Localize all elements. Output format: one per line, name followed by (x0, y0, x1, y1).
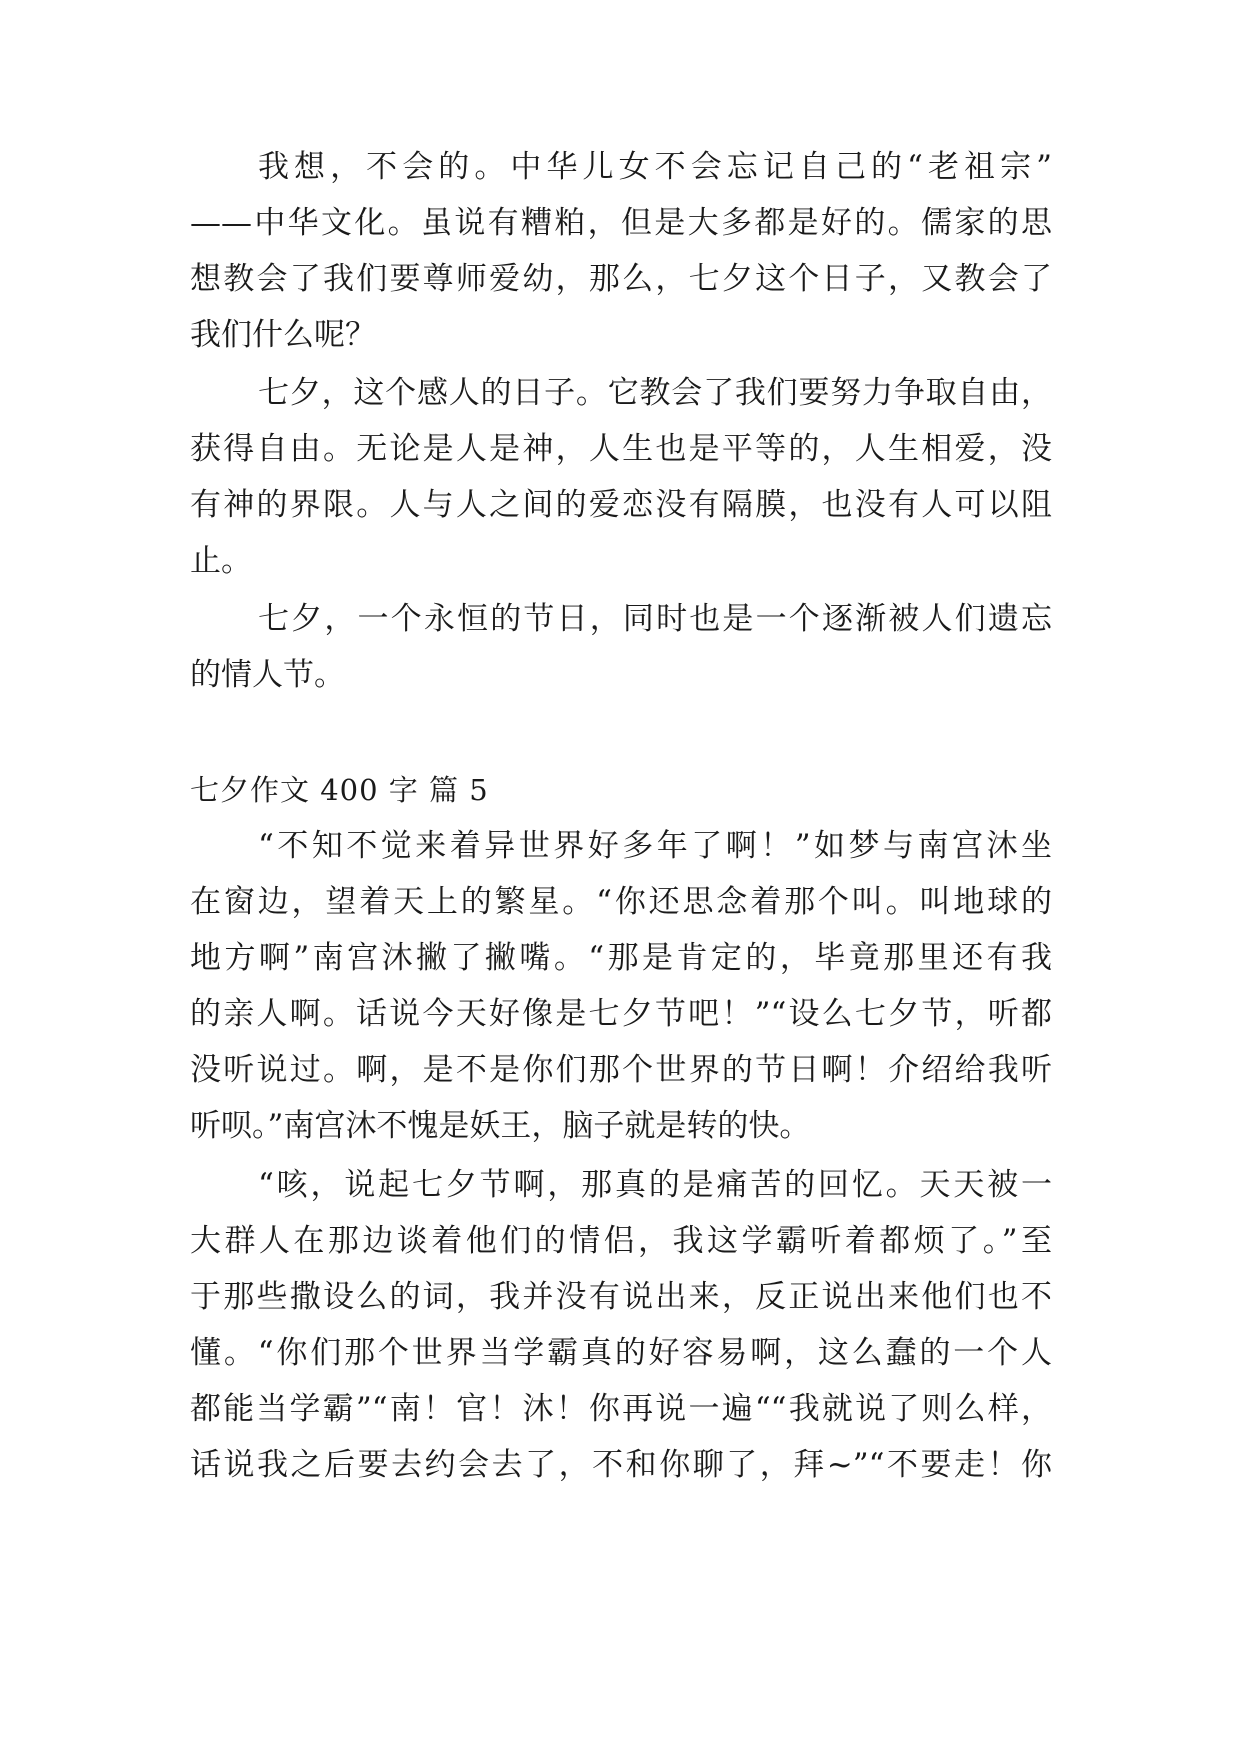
paragraph-2-line-2: 获得自由。无论是人是神，人生也是平等的，人生相爱，没 (190, 431, 1052, 467)
paragraph-4-line-5: 没听说过。啊，是不是你们那个世界的节日啊！介绍给我听 (190, 1052, 1052, 1088)
paragraph-4-line-3: 地方啊”南宫沐撇了撇嘴。“那是肯定的，毕竟那里还有我 (190, 940, 1052, 976)
paragraph-1-line-4: 我们什么呢？ (190, 317, 376, 353)
paragraph-1-line-3: 想教会了我们要尊师爱幼，那么，七夕这个日子，又教会了 (190, 261, 1052, 297)
section-heading: 七夕作文 400 字 篇 5 (190, 773, 489, 807)
paragraph-3-line-2: 的情人节。 (190, 657, 345, 693)
paragraph-5-line-2: 大群人在那边谈着他们的情侣，我这学霸听着都烦了。”至 (190, 1223, 1052, 1259)
paragraph-1-line-2: ——中华文化。虽说有糟粕，但是大多都是好的。儒家的思 (190, 205, 1052, 241)
paragraph-4-line-1: “不知不觉来着异世界好多年了啊！”如梦与南宫沐坐 (258, 828, 1052, 864)
paragraph-5-line-6: 话说我之后要去约会去了，不和你聊了，拜~”“不要走！你 (190, 1447, 1052, 1483)
paragraph-2-line-4: 止。 (190, 543, 252, 579)
paragraph-4-line-4: 的亲人啊。话说今天好像是七夕节吧！”“设么七夕节，听都 (190, 996, 1052, 1032)
paragraph-4-line-2: 在窗边，望着天上的繁星。“你还思念着那个叫。叫地球的 (190, 884, 1052, 920)
paragraph-2-line-1: 七夕，这个感人的日子。它教会了我们要努力争取自由， (258, 375, 1052, 411)
paragraph-5-line-3: 于那些撒设么的词，我并没有说出来，反正说出来他们也不 (190, 1279, 1052, 1315)
paragraph-2-line-3: 有神的界限。人与人之间的爱恋没有隔膜，也没有人可以阻 (190, 487, 1052, 523)
paragraph-3-line-1: 七夕，一个永恒的节日，同时也是一个逐渐被人们遗忘 (258, 601, 1052, 637)
paragraph-5-line-5: 都能当学霸”“南！官！沐！你再说一遍““我就说了则么样， (190, 1391, 1052, 1427)
paragraph-5-line-1: “咳，说起七夕节啊，那真的是痛苦的回忆。天天被一 (258, 1167, 1052, 1203)
paragraph-1-line-1: 我想，不会的。中华儿女不会忘记自己的“老祖宗” (258, 149, 1052, 185)
paragraph-4-line-6: 听呗。”南宫沐不愧是妖王，脑子就是转的快。 (190, 1108, 811, 1144)
paragraph-5-line-4: 懂。“你们那个世界当学霸真的好容易啊，这么蠢的一个人 (190, 1335, 1052, 1371)
